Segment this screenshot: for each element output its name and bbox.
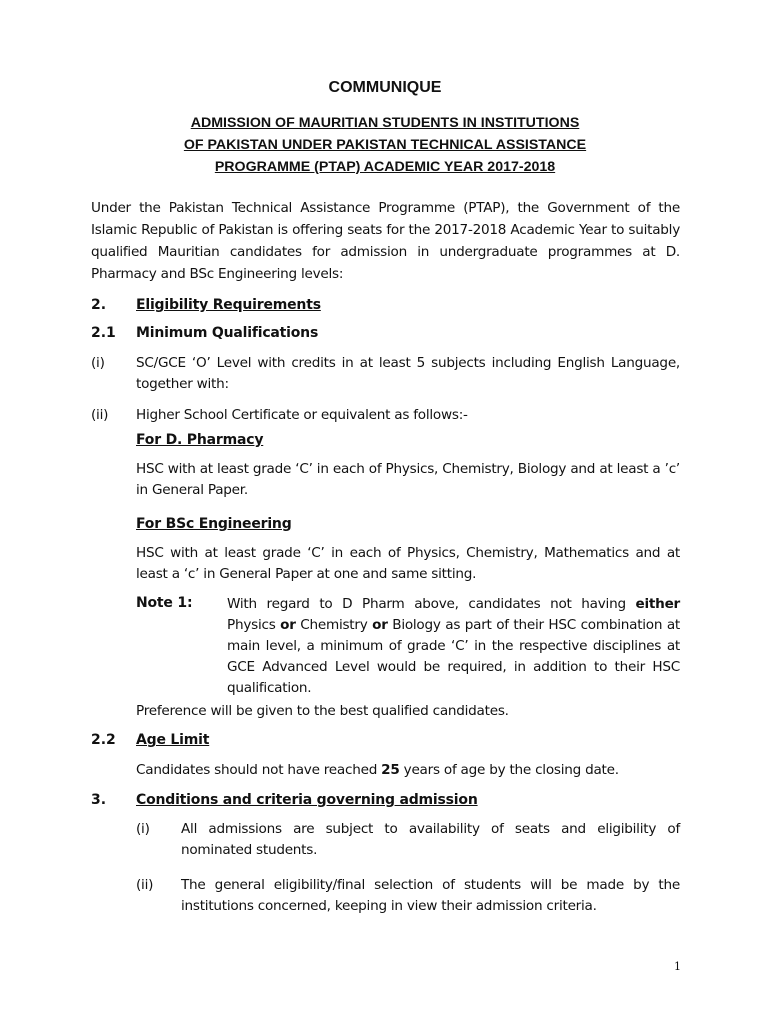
note-text-part-3: Chemistry bbox=[295, 617, 373, 633]
item-i-label: (i) bbox=[91, 355, 105, 371]
condition-ii-text: The general eligibility/final selection of students will be made by the institutions concerned, keeping in view their admission criteria. bbox=[181, 877, 680, 914]
note-label: Note 1: bbox=[136, 595, 193, 611]
age-text-part-1: Candidates should not have reached bbox=[136, 762, 382, 778]
section-3-number: 3. bbox=[91, 792, 107, 808]
pharmacy-heading: For D. Pharmacy bbox=[136, 432, 264, 448]
pharmacy-text: HSC with at least grade ‘C’ in each of Physics, Chemistry, Biology and at least a ’c’ in General Paper. bbox=[136, 461, 680, 498]
page-title: COMMUNIQUE bbox=[328, 79, 442, 96]
preference-text: Preference will be given to the best qualified candidates. bbox=[136, 703, 509, 719]
section-2-2-heading: Age Limit bbox=[136, 732, 210, 748]
engineering-text: HSC with at least grade ‘C’ in each of Physics, Chemistry, Mathematics and at least a ‘c’ in General Paper at one and same sitting. bbox=[136, 545, 680, 582]
section-2-1-number: 2.1 bbox=[91, 325, 116, 341]
section-2-2-number: 2.2 bbox=[91, 732, 116, 748]
note-text-part-1: With regard to D Pharm above, candidates not having bbox=[227, 596, 636, 612]
age-value: 25 bbox=[381, 762, 400, 778]
note-text-part-4: Biology as part of their HSC combination at main level, a minimum of grade ‘C’ in the respective disciplines at GCE Advanced Level would be required, in addition to their HSC qualification. bbox=[227, 617, 680, 696]
engineering-heading: For BSc Engineering bbox=[136, 516, 292, 532]
note-bold-either: either bbox=[635, 596, 680, 612]
section-2-1-heading: Minimum Qualifications bbox=[136, 325, 319, 341]
intro-paragraph: Under the Pakistan Technical Assistance Programme (PTAP), the Government of the Islamic Republic of Pakistan is offering seats for the 2017-2018 Academic Year to suitably qualified Mauritian candidates for admission in undergraduate programmes at D. Pharmacy and BSc Engineering levels: bbox=[91, 200, 680, 282]
age-limit-text bbox=[136, 760, 619, 781]
section-2-heading: Eligibility Requirements bbox=[136, 297, 321, 313]
section-3-heading: Conditions and criteria governing admission bbox=[136, 792, 478, 808]
condition-ii-label: (ii) bbox=[136, 877, 154, 893]
note-text bbox=[227, 594, 680, 699]
item-ii-label: (ii) bbox=[91, 407, 109, 423]
note-bold-or-2: or bbox=[372, 617, 388, 633]
section-2-number: 2. bbox=[91, 297, 107, 313]
age-text-part-2: years of age by the closing date. bbox=[399, 762, 619, 778]
item-ii-text: Higher School Certificate or equivalent as follows:- bbox=[136, 407, 468, 423]
condition-i-label: (i) bbox=[136, 821, 150, 837]
item-i-text: SC/GCE ‘O’ Level with credits in at least 5 subjects including English Language, together with: bbox=[136, 355, 680, 392]
subtitle-line-2: OF PAKISTAN UNDER PAKISTAN TECHNICAL ASSISTANCE bbox=[183, 137, 587, 153]
subtitle-line-3: PROGRAMME (PTAP) ACADEMIC YEAR 2017-2018 bbox=[214, 159, 556, 175]
condition-i-text: All admissions are subject to availability of seats and eligibility of nominated students. bbox=[181, 821, 680, 858]
note-bold-or-1: or bbox=[280, 617, 296, 633]
subtitle-line-1: ADMISSION OF MAURITIAN STUDENTS IN INSTITUTIONS bbox=[190, 115, 580, 131]
note-text-part-2: Physics bbox=[227, 617, 281, 633]
page-number: 1 bbox=[674, 960, 681, 973]
